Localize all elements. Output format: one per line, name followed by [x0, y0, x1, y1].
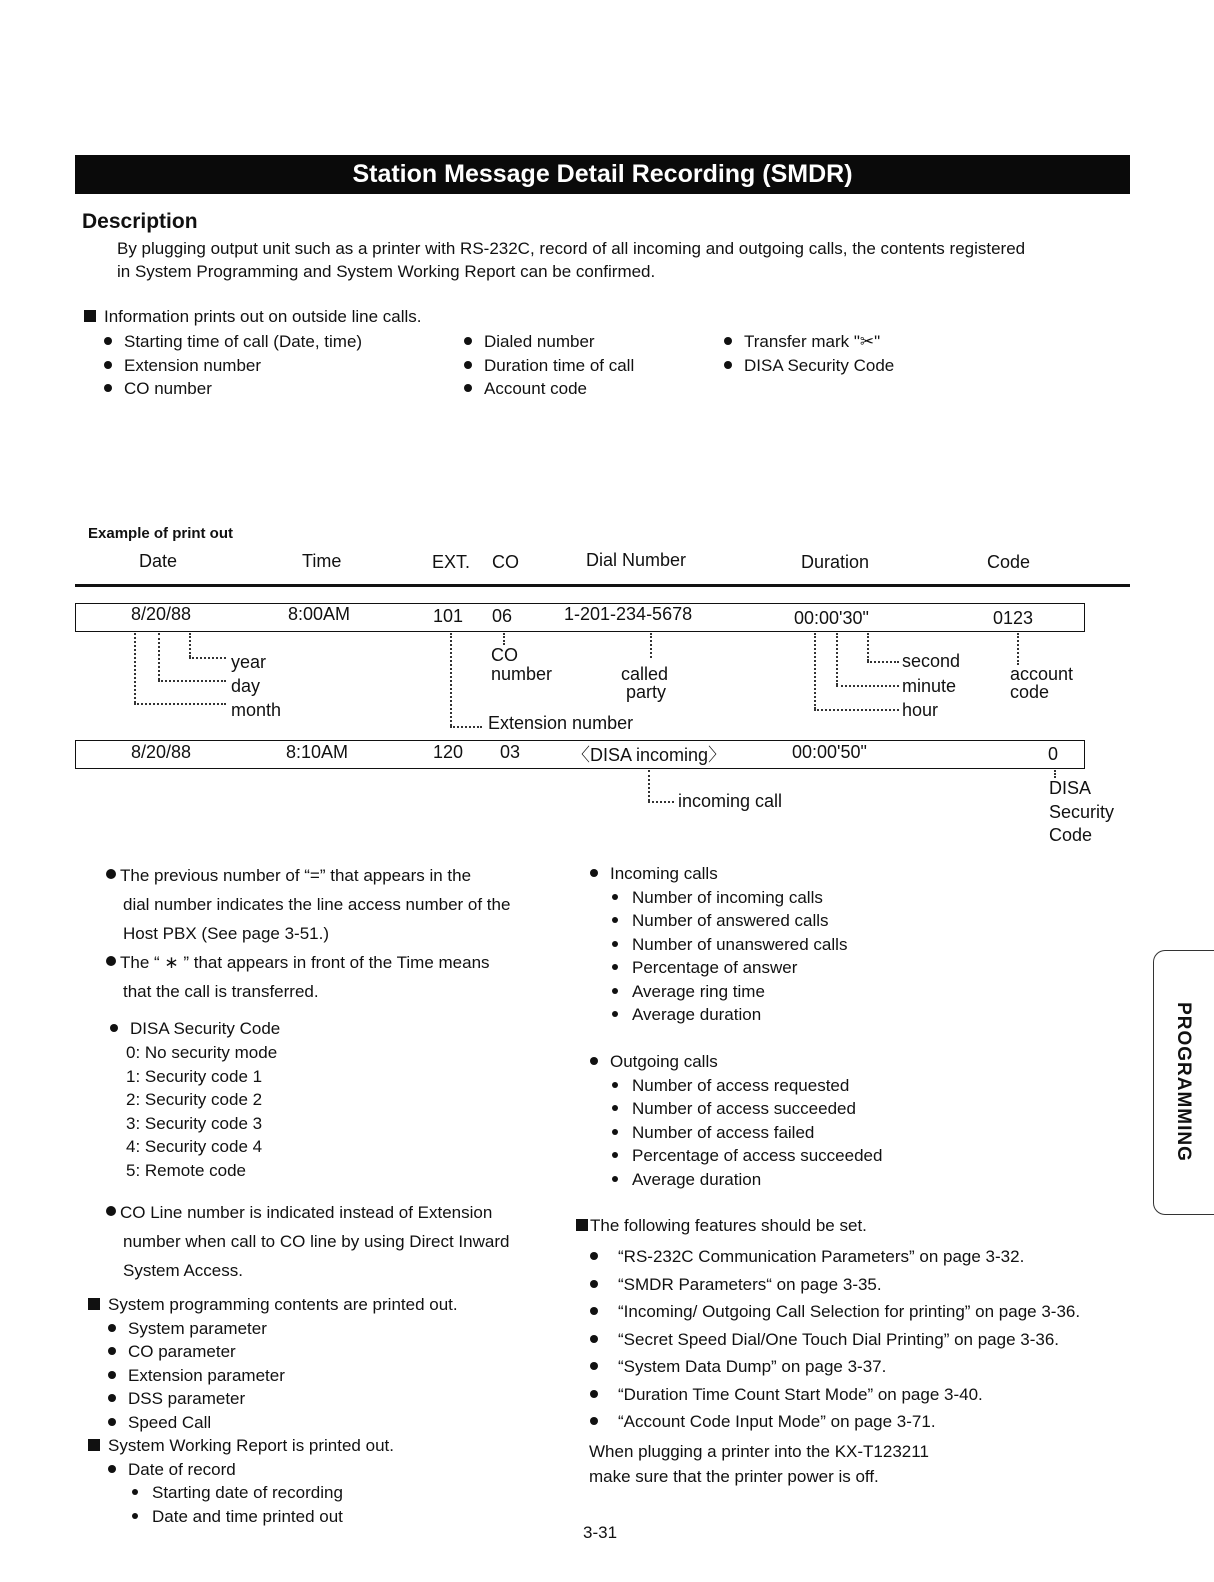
list-item: 2: Security code 2	[126, 1090, 263, 1109]
annotation-day: day	[231, 676, 261, 696]
bullet-icon	[464, 384, 472, 392]
dotted-leader-line	[189, 657, 226, 659]
header-ext: EXT.	[432, 552, 471, 572]
disa-codes	[126, 1043, 277, 1184]
text-line: Number of unanswered calls	[632, 934, 848, 954]
text-line: number when call to CO line by using Direct Inward	[123, 1232, 510, 1251]
list-item: 1: Security code 1	[126, 1066, 263, 1086]
bullet-icon	[590, 1390, 598, 1398]
text-line	[106, 948, 510, 977]
text-line: DISA Security Code	[744, 355, 895, 375]
text-line: Transfer mark "✂"	[744, 332, 881, 351]
list-item: 5: Remote code	[126, 1160, 247, 1180]
cell-dial-number: 1-201-234-5678	[564, 604, 693, 624]
text-line	[88, 1436, 458, 1460]
text-line: Date of record	[128, 1459, 236, 1479]
text-line: CO Line number is indicated instead of Extension	[120, 1203, 493, 1222]
annotation-co: number	[491, 664, 553, 684]
bullet-icon	[590, 869, 598, 877]
disa-heading	[110, 1019, 280, 1039]
text-line: Incoming calls	[610, 864, 718, 883]
text-line: The “ ∗ ” that appears in front of the Time means	[120, 953, 490, 972]
note-co-line	[106, 1198, 509, 1285]
annotation-co: CO	[491, 645, 518, 665]
text-line	[590, 1243, 1080, 1271]
text-line: make sure that the printer power is off.	[589, 1467, 879, 1486]
cell-duration: 00:00'30"	[794, 608, 869, 628]
bullet-icon	[590, 1280, 598, 1288]
text-line: Account code	[484, 379, 588, 398]
text-line: Number of access failed	[632, 1122, 815, 1142]
text-line	[590, 1326, 1080, 1354]
dotted-leader-line	[867, 661, 899, 663]
bullet-icon	[724, 337, 732, 345]
cell-ext: 101	[433, 606, 464, 626]
bullet-icon	[108, 1347, 116, 1355]
annotation-minute: minute	[902, 676, 957, 696]
text-line	[590, 1099, 882, 1123]
header-time: Time	[302, 551, 342, 571]
text-line: Percentage of access succeeded	[632, 1146, 883, 1165]
annotation-disa: Security	[1049, 802, 1115, 822]
bullet-icon	[132, 1513, 138, 1519]
cell-date: 8/20/88	[131, 742, 192, 762]
bullet-icon	[108, 1324, 116, 1332]
text-line	[590, 1381, 1080, 1409]
text-line: The following features should be set.	[590, 1216, 867, 1235]
info-col1	[104, 332, 362, 403]
list-item	[724, 356, 894, 380]
note-line-access	[106, 861, 510, 1006]
dotted-leader-line	[503, 633, 505, 645]
dotted-leader-line	[650, 633, 652, 658]
outgoing-calls	[590, 1052, 882, 1193]
text-line	[88, 1413, 458, 1437]
text-line: Percentage of answer	[632, 958, 798, 977]
dotted-leader-line	[1054, 770, 1056, 778]
dotted-leader-line	[134, 703, 226, 705]
bullet-icon	[104, 384, 112, 392]
dotted-leader-line	[648, 801, 674, 803]
cell-dial-number: 〈DISA incoming〉	[572, 745, 727, 765]
bullet-icon	[106, 956, 116, 966]
features-heading	[576, 1216, 867, 1236]
text-line	[590, 982, 847, 1006]
text-line	[106, 861, 510, 890]
annotation-disa: Code	[1049, 825, 1093, 845]
annotation-called-party: party	[626, 682, 667, 702]
section-tab-label: PROGRAMMING	[1173, 1002, 1194, 1162]
text-line: “Secret Speed Dial/One Touch Dial Printing” on page 3-36.	[618, 1329, 1059, 1349]
bullet-icon	[590, 1362, 598, 1370]
text-line: Extension number	[124, 355, 262, 375]
cell-co: 06	[492, 606, 513, 626]
text-line	[88, 1389, 458, 1413]
annotation-extension-number: Extension number	[488, 713, 634, 733]
text-line: Number of incoming calls	[632, 887, 823, 907]
list-item	[724, 332, 894, 356]
bullet-icon	[612, 1129, 618, 1135]
description-line: By plugging output unit such as a printer with RS-232C, record of all incoming and outgoing calls, the contents registered	[117, 239, 1026, 258]
text-line: Date and time printed out	[152, 1506, 343, 1526]
square-bullet-icon	[576, 1219, 588, 1231]
bullet-icon	[612, 1011, 618, 1017]
bullet-icon	[590, 1252, 598, 1260]
dotted-leader-line	[836, 633, 838, 685]
text-line: DSS parameter	[128, 1389, 246, 1408]
dotted-leader-line	[189, 633, 191, 657]
bullet-icon	[108, 1371, 116, 1379]
text-line	[88, 1507, 458, 1531]
text-line	[590, 864, 847, 888]
bullet-icon	[612, 917, 618, 923]
text-line: System parameter	[128, 1318, 267, 1338]
bullet-icon	[590, 1335, 598, 1343]
info-heading-text: Information prints out on outside line calls.	[104, 307, 422, 326]
bullet-icon	[612, 988, 618, 994]
text-line: Number of access succeeded	[632, 1099, 856, 1118]
dotted-leader-line	[158, 680, 226, 682]
description-heading: Description	[82, 210, 198, 233]
list-item	[104, 356, 362, 380]
text-line: Starting date of recording	[152, 1483, 343, 1502]
printer-note	[589, 1439, 929, 1489]
text-line	[590, 958, 847, 982]
page-title: Station Message Detail Recording (SMDR)	[75, 155, 1130, 194]
text-line	[590, 1271, 1080, 1299]
text-line: Outgoing calls	[610, 1052, 718, 1071]
bullet-icon	[104, 361, 112, 369]
dotted-leader-line	[1017, 633, 1019, 665]
text-line	[88, 1483, 458, 1507]
info-heading	[84, 307, 422, 327]
features-list	[590, 1243, 1080, 1436]
text-line	[590, 1052, 882, 1076]
square-bullet-icon	[88, 1298, 100, 1310]
text-line: Average duration	[632, 1169, 762, 1189]
list-item	[104, 379, 362, 403]
example-label: Example of print out	[88, 525, 234, 542]
cell-time: 8:00AM	[288, 604, 351, 624]
square-bullet-icon	[88, 1439, 100, 1451]
annotation-account-code: code	[1010, 682, 1050, 702]
annotation-second: second	[902, 651, 961, 671]
dotted-leader-line	[450, 726, 482, 728]
list-item	[104, 332, 362, 356]
header-date: Date	[139, 551, 178, 571]
bullet-icon	[612, 1082, 618, 1088]
dotted-leader-line	[134, 633, 136, 703]
description-line: in System Programming and System Working Report can be confirmed.	[117, 262, 656, 281]
bullet-icon	[612, 1152, 618, 1158]
text-line	[590, 1353, 1080, 1381]
text-line: dial number indicates the line access number of the	[123, 895, 511, 914]
header-duration: Duration	[801, 552, 870, 572]
text-line: CO parameter	[128, 1342, 236, 1361]
bullet-icon	[104, 337, 112, 345]
incoming-calls	[590, 864, 847, 1029]
bullet-icon	[464, 337, 472, 345]
text-line	[590, 888, 847, 912]
header-co: CO	[492, 552, 519, 572]
text-line: DISA Security Code	[130, 1019, 281, 1038]
text-line: “Duration Time Count Start Mode” on page 3-40.	[618, 1384, 983, 1404]
text-line: Number of answered calls	[632, 911, 829, 930]
dotted-leader-line	[814, 633, 816, 709]
text-line	[590, 1005, 847, 1029]
bullet-icon	[108, 1418, 116, 1426]
annotation-account-code: account	[1010, 664, 1074, 684]
list-item	[464, 356, 634, 380]
bullet-icon	[108, 1394, 116, 1402]
text-line	[590, 1123, 882, 1147]
text-line: System Working Report is printed out.	[108, 1436, 394, 1455]
bullet-icon	[464, 361, 472, 369]
dotted-leader-line	[158, 633, 160, 680]
page-number: 3-31	[583, 1523, 618, 1542]
info-col2	[464, 332, 634, 403]
bullet-icon	[724, 361, 732, 369]
annotation-month: month	[231, 700, 282, 720]
text-line	[590, 935, 847, 959]
bullet-icon	[612, 941, 618, 947]
text-line: “RS-232C Communication Parameters” on page 3-32.	[618, 1247, 1025, 1266]
text-line: Number of access requested	[632, 1075, 850, 1095]
bullet-icon	[590, 1057, 598, 1065]
text-line	[88, 1460, 458, 1484]
list-item: 3: Security code 3	[126, 1113, 263, 1133]
square-bullet-icon	[84, 310, 96, 322]
annotation-called-party: called	[621, 664, 669, 684]
dotted-leader-line	[648, 770, 650, 801]
text-line: Host PBX (See page 3-51.)	[123, 924, 330, 943]
info-col3	[724, 332, 894, 379]
bullet-icon	[108, 1465, 116, 1473]
cell-co: 03	[500, 742, 521, 762]
text-line: Duration time of call	[484, 355, 635, 375]
text-line	[590, 1146, 882, 1170]
list-item: 0: No security mode	[126, 1043, 278, 1062]
header-code: Code	[987, 552, 1031, 572]
text-line: Average duration	[632, 1005, 762, 1024]
dotted-leader-line	[814, 709, 899, 711]
system-programming	[88, 1295, 458, 1530]
text-line: that the call is transferred.	[123, 982, 319, 1001]
text-line: Speed Call	[128, 1412, 212, 1432]
text-line: Starting time of call (Date, time)	[124, 332, 363, 351]
text-line: “System Data Dump” on page 3-37.	[618, 1357, 887, 1376]
bullet-icon	[612, 1105, 618, 1111]
cell-duration: 00:00'50"	[792, 742, 867, 762]
list-item	[464, 332, 634, 356]
text-line	[590, 1298, 1080, 1326]
text-line: When plugging a printer into the KX-T123211	[589, 1442, 929, 1461]
bullet-icon	[110, 1024, 118, 1032]
cell-ext: 120	[433, 742, 464, 762]
text-line	[590, 1076, 882, 1100]
bullet-icon	[612, 1176, 618, 1182]
text-line	[88, 1366, 458, 1390]
dotted-leader-line	[836, 685, 899, 687]
text-line	[590, 1170, 882, 1194]
annotation-disa: DISA	[1049, 778, 1092, 798]
text-line	[590, 911, 847, 935]
bullet-icon	[590, 1417, 598, 1425]
text-line: The previous number of “=” that appears in the	[120, 866, 472, 885]
bullet-icon	[612, 964, 618, 970]
cell-code: 0	[1048, 744, 1059, 764]
text-line	[88, 1342, 458, 1366]
text-line: Average ring time	[632, 981, 765, 1001]
header-dial-number: Dial Number	[586, 550, 687, 570]
text-line	[106, 1198, 509, 1227]
bullet-icon	[132, 1489, 138, 1495]
annotation-incoming-call: incoming call	[678, 791, 783, 811]
text-line: CO number	[124, 379, 212, 398]
bullet-icon	[590, 1307, 598, 1315]
dotted-leader-line	[450, 633, 452, 726]
bullet-icon	[612, 894, 618, 900]
text-line: “Account Code Input Mode” on page 3-71.	[618, 1412, 936, 1431]
bullet-icon	[106, 869, 116, 879]
cell-time: 8:10AM	[286, 742, 349, 762]
annotation-year: year	[231, 652, 267, 672]
bullet-icon	[106, 1206, 116, 1216]
text-line	[88, 1319, 458, 1343]
text-line: System Access.	[123, 1261, 243, 1280]
annotation-hour: hour	[902, 700, 939, 720]
list-item	[464, 379, 634, 403]
text-line	[88, 1295, 458, 1319]
text-line: Dialed number	[484, 332, 595, 351]
text-line	[590, 1408, 1080, 1436]
text-line: “SMDR Parameters“ on page 3-35.	[618, 1274, 882, 1294]
divider	[75, 584, 1130, 587]
cell-code: 0123	[993, 608, 1034, 628]
list-item: 4: Security code 4	[126, 1137, 263, 1156]
dotted-leader-line	[867, 633, 869, 661]
text-line: Extension parameter	[128, 1365, 285, 1385]
cell-date: 8/20/88	[131, 604, 192, 624]
text-line: System programming contents are printed out.	[108, 1295, 458, 1314]
text-line: “Incoming/ Outgoing Call Selection for printing” on page 3-36.	[618, 1302, 1081, 1321]
